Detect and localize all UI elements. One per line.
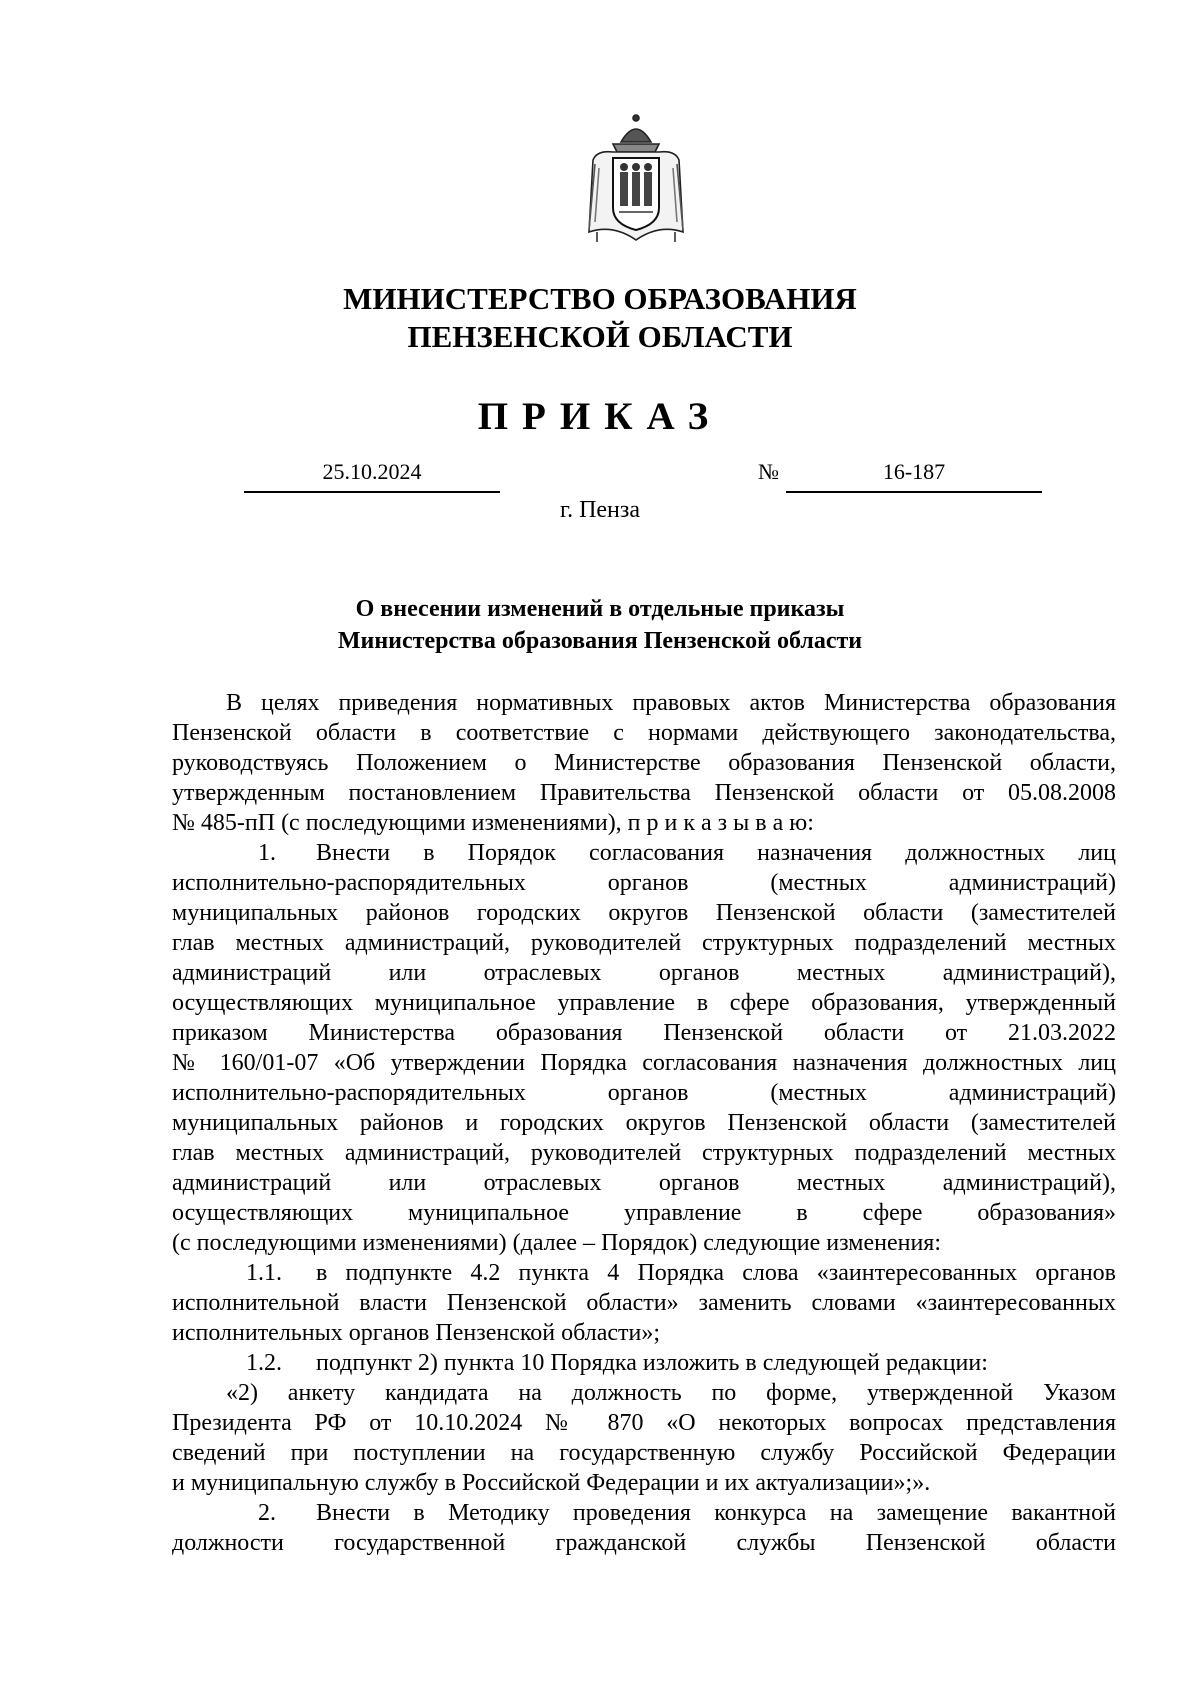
item-1-2-label: 1.2. <box>246 1350 282 1376</box>
date-underline <box>244 491 500 493</box>
item-1-line: глав местных администраций, руководителей структурных подразделений местных <box>172 1140 1116 1166</box>
preamble-line: № 485-пП (с последующими изменениями), п р и к а з ы в а ю: <box>172 810 814 836</box>
item-1-line: (с последующими изменениями) (далее – Порядок) следующие изменения: <box>172 1230 941 1256</box>
item-1-2 <box>0 1348 1200 1378</box>
item-1-line: исполнительно-распорядительных органов (местных администраций) <box>172 870 1116 896</box>
ministry-title-line1: МИНИСТЕРСТВО ОБРАЗОВАНИЯ <box>343 281 857 316</box>
document-type-title: ПРИКАЗ <box>477 395 723 438</box>
preamble-line: руководствуясь Положением о Министерстве образования Пензенской области, <box>172 750 1116 776</box>
order-number: 16-187 <box>882 459 946 484</box>
coat-of-arms-emblem <box>583 112 689 246</box>
item-1-line: № 160/01-07 «Об утверждении Порядка согласования назначения должностных лиц <box>172 1050 1116 1076</box>
item-1-1 <box>0 1258 1200 1288</box>
item-2-first-line: Внести в Методику проведения конкурса на замещение вакантной <box>316 1500 1116 1526</box>
item-1-line: осуществляющих муниципальное управление в сфере образования» <box>172 1200 1116 1226</box>
item-1-1-first-line: в подпункте 4.2 пункта 4 Порядка слова «заинтересованных органов <box>316 1260 1116 1286</box>
preamble-line: утвержденным постановлением Правительства Пензенской области от 05.08.2008 <box>172 780 1116 806</box>
item-2-line: должности государственной гражданской службы Пензенской области <box>172 1530 1116 1556</box>
item-1-2-first-line: подпункт 2) пункта 10 Порядка изложить в следующей редакции: <box>316 1350 988 1376</box>
item-2-label: 2. <box>258 1500 276 1526</box>
item-1-1-label: 1.1. <box>246 1260 282 1286</box>
item-1-line: администраций или отраслевых органов местных администраций), <box>172 960 1116 986</box>
item-1-1-line: исполнительных органов Пензенской области»; <box>172 1320 661 1346</box>
subject-title-line1: О внесении изменений в отдельные приказы <box>355 596 845 622</box>
number-sign: № <box>758 459 779 484</box>
item-1-1-line: исполнительной власти Пензенской области» заменить словами «заинтересованных <box>172 1290 1116 1316</box>
quote-line: Президента РФ от 10.10.2024 № 870 «О некоторых вопросах представления <box>172 1410 1116 1436</box>
item-1-line: глав местных администраций, руководителей структурных подразделений местных <box>172 930 1116 956</box>
item-1-line: муниципальных районов городских округов Пензенской области (заместителей <box>172 900 1116 926</box>
item-1 <box>0 838 1200 868</box>
subject-title-line2: Министерства образования Пензенской области <box>337 628 863 654</box>
item-1-first-line: Внести в Порядок согласования назначения должностных лиц <box>316 840 1116 866</box>
item-1-line: осуществляющих муниципальное управление в сфере образования, утвержденный <box>172 990 1116 1016</box>
item-1-line: приказом Министерства образования Пензенской области от 21.03.2022 <box>172 1020 1116 1046</box>
order-date: 25.10.2024 <box>322 459 422 484</box>
item-1-line: муниципальных районов и городских округов Пензенской области (заместителей <box>172 1110 1116 1136</box>
quote-line: «2) анкету кандидата на должность по форме, утвержденной Указом <box>226 1380 1116 1406</box>
ministry-title-line2: ПЕНЗЕНСКОЙ ОБЛАСТИ <box>407 319 793 354</box>
item-2 <box>0 1498 1200 1528</box>
preamble-line: В целях приведения нормативных правовых актов Министерства образования <box>226 690 1116 716</box>
item-1-line: администраций или отраслевых органов местных администраций), <box>172 1170 1116 1196</box>
item-1-label: 1. <box>258 840 276 866</box>
city: г. Пенза <box>559 497 641 523</box>
number-underline <box>786 491 1042 493</box>
item-1-line: исполнительно-распорядительных органов (местных администраций) <box>172 1080 1116 1106</box>
preamble-line: Пензенской области в соответствие с нормами действующего законодательства, <box>172 720 1116 746</box>
quote-line: и муниципальную службу в Российской Федерации и их актуализации»;». <box>172 1470 931 1496</box>
quote-line: сведений при поступлении на государственную службу Российской Федерации <box>172 1440 1116 1466</box>
